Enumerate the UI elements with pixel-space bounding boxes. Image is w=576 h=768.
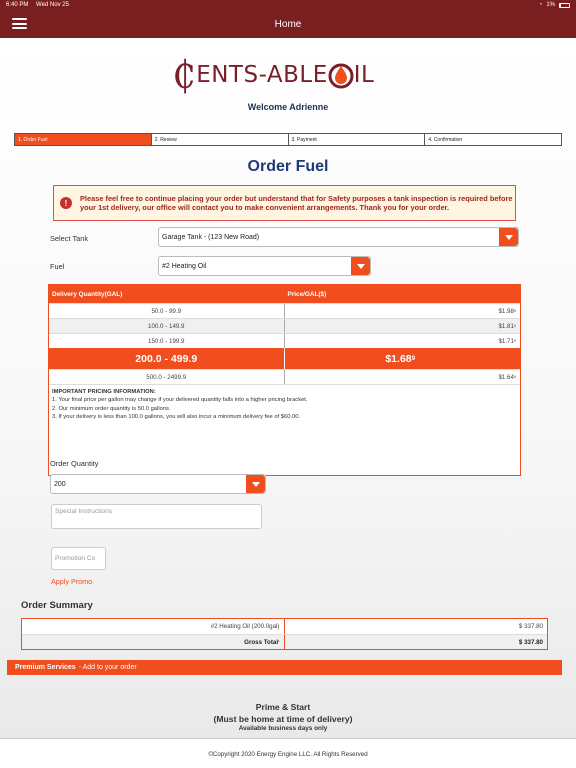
row-price-value: $1.68: [385, 352, 412, 365]
wifi-icon: ◔: [538, 2, 543, 8]
pricing-info-line: 1. Your final price per gallon may change if your delivered quantity falls into a higher pricing bracket.: [52, 397, 308, 404]
step-confirmation[interactable]: 4. Confirmation: [428, 136, 463, 143]
status-time: 6:40 PM: [6, 2, 29, 8]
pricing-info-line: 3. If your delivery is less than 100.0 gallons, you will also incur a minimum delivery fee of $60.00.: [52, 414, 301, 421]
pricing-info-line: 2. Our minimum order quantity is 50.0 gallons.: [52, 405, 171, 412]
footer-copyright: ©Copyright 2020 Energy Engine LLC. All Rights Reserved: [0, 738, 576, 768]
row-range: 100.0 - 149.9: [49, 319, 285, 333]
page-title: Order Fuel: [247, 158, 329, 175]
logo-oil-drop-icon: [328, 58, 354, 92]
summary-row-total: [22, 634, 547, 649]
row-price-value: $1.64: [498, 373, 514, 381]
premium-title: Premium Services: [15, 664, 76, 671]
pricing-header: [49, 285, 520, 303]
fuel-select[interactable]: [158, 256, 371, 276]
prime-title: Prime & Start: [255, 702, 311, 712]
alert-icon: !: [60, 197, 72, 209]
quantity-label: Order Quantity: [50, 459, 99, 468]
pricing-info: [49, 384, 520, 425]
premium-subtitle: - Add to your order: [78, 664, 137, 671]
tank-label: Select Tank: [50, 234, 89, 243]
table-row-selected: [49, 348, 520, 369]
step-order-fuel[interactable]: 1. Order Fuel: [15, 134, 152, 145]
tank-select[interactable]: [158, 227, 519, 247]
logo-text-right: IL: [353, 62, 375, 88]
quantity-select[interactable]: [50, 474, 266, 494]
fuel-value: #2 Heating Oil: [162, 262, 207, 270]
row-price-value: $1.81: [498, 322, 514, 330]
order-summary-title: Order Summary: [21, 600, 93, 611]
table-row: [49, 303, 520, 318]
nav-title: Home: [274, 18, 302, 30]
row-range: 500.0 - 2499.9: [49, 370, 285, 384]
header-quantity: Delivery Quantity(GAL): [52, 290, 123, 298]
order-page: [0, 38, 576, 738]
promotion-code-input[interactable]: Promotion Co: [51, 547, 106, 570]
step-review[interactable]: 2. Review: [152, 134, 289, 145]
table-row: [49, 318, 520, 333]
summary-total-mark: *: [278, 640, 280, 644]
battery-icon: [559, 3, 570, 8]
summary-total-value: $ 337.80: [518, 638, 543, 646]
row-range: 200.0 - 499.9: [49, 348, 285, 369]
summary-total-text: Gross Total: [244, 638, 279, 646]
quantity-value: 200: [54, 480, 66, 488]
chevron-down-icon[interactable]: [499, 228, 518, 246]
row-price-sup: 9: [513, 309, 516, 313]
pricing-table: [48, 284, 521, 476]
prime-start-service[interactable]: [0, 702, 566, 732]
apply-promo-link[interactable]: Apply Promo: [51, 577, 93, 586]
welcome-text: Welcome Adrienne: [247, 102, 329, 112]
summary-item-value: $ 337.80: [518, 623, 543, 630]
order-summary-table: [21, 618, 548, 650]
chevron-down-icon[interactable]: [246, 475, 265, 493]
row-price-value: $1.98: [498, 307, 514, 315]
status-right: [539, 2, 570, 8]
company-logo: [172, 52, 404, 98]
tank-value: Garage Tank - (123 New Road): [162, 233, 260, 241]
row-range: 150.0 - 199.9: [49, 334, 285, 348]
chevron-down-icon[interactable]: [351, 257, 370, 275]
premium-services-bar[interactable]: [7, 660, 562, 675]
status-date: Wed Nov 25: [36, 2, 69, 8]
prime-note: (Must be home at time of delivery): [213, 714, 353, 724]
logo-text-left: ENTS-ABLE: [196, 62, 328, 88]
table-row: [49, 333, 520, 348]
battery-level: 1%: [546, 2, 555, 8]
row-price-sup: 9: [513, 375, 516, 379]
summary-row-item: [22, 619, 547, 634]
logo-cent-icon: ₵: [172, 53, 197, 97]
inspection-alert: [53, 185, 516, 221]
row-price: [285, 334, 521, 348]
step-payment[interactable]: 3. Payment: [289, 134, 426, 145]
row-price-sup: 9: [411, 355, 416, 362]
fuel-label: Fuel: [50, 262, 65, 271]
header-price: Price/GAL($): [287, 290, 327, 298]
row-price-sup: 9: [513, 324, 516, 328]
row-range: 50.0 - 99.9: [49, 304, 285, 318]
special-instructions-input[interactable]: Special Instructions: [51, 504, 262, 529]
status-bar: [0, 0, 576, 10]
row-price: [285, 348, 521, 369]
row-price-sup: 9: [513, 339, 516, 343]
summary-item-label: #2 Heating Oil (200.0gal): [22, 619, 285, 634]
nav-bar: [0, 10, 576, 38]
status-left: [6, 2, 75, 8]
order-steps: [14, 133, 562, 146]
summary-total-label: [22, 635, 285, 649]
row-price: [285, 304, 521, 318]
pricing-info-title: IMPORTANT PRICING INFORMATION:: [52, 389, 156, 395]
row-price: [285, 319, 521, 333]
table-row: [49, 369, 520, 384]
alert-message: Please feel free to continue placing your order but understand that for Safety purposes a tank inspection is required before your 1st delivery, our office will contact you to make convenient arrangements. Thank you for your order.: [80, 193, 513, 212]
row-price: [285, 370, 521, 384]
row-price-value: $1.71: [498, 337, 514, 345]
prime-availability: Available business days only: [238, 725, 328, 732]
menu-icon[interactable]: [12, 18, 27, 29]
